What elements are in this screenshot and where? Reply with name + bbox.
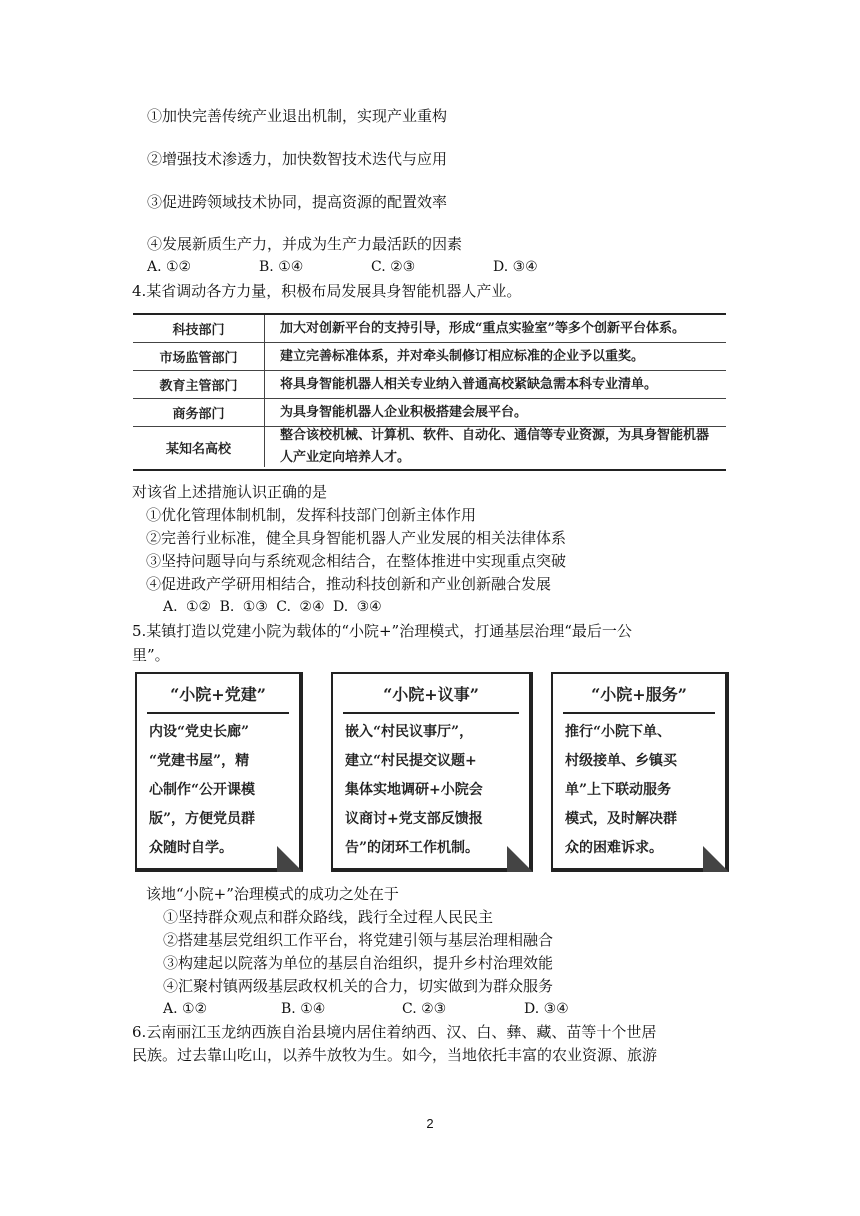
q4-measures-table <box>133 313 726 471</box>
q3-option-d: D. ③④ <box>493 259 538 275</box>
q5-statement-3: ③构建起以院落为单位的基层自治组织，提升乡村治理效能 <box>163 954 554 972</box>
card-title: “小院+议事” <box>383 685 479 704</box>
card-line: 众随时自学。 <box>149 840 233 856</box>
q5-option-d: D. ③④ <box>524 1001 569 1017</box>
q4-options: A. ①② B. ①③ C. ②④ D. ③④ <box>163 599 382 615</box>
q5-statement-4: ④汇聚村镇两级基层政权机关的合力，切实做到为群众服务 <box>163 977 554 995</box>
card-line: 嵌入“村民议事厅”， <box>345 724 474 740</box>
card-title: “小院+服务” <box>591 685 687 704</box>
table-dept-cell: 某知名高校 <box>133 427 265 467</box>
card-line: 告”的闭环工作机制。 <box>345 840 480 856</box>
page-curl-icon <box>277 846 303 872</box>
table-row <box>133 427 726 467</box>
card-title: “小院+党建” <box>170 685 266 704</box>
card-service <box>551 672 729 872</box>
table-measure-cell: 将具身智能机器人相关专业纳入普通高校紧缺急需本科专业清单。 <box>280 376 658 392</box>
q5-stem-line1: 5.某镇打造以党建小院为载体的“小院+”治理模式，打通基层治理“最后一公 <box>132 622 632 640</box>
table-measure-cell: 加大对创新平台的支持引导，形成“重点实验室”等多个创新平台体系。 <box>280 320 685 336</box>
q3-statement-3: ③促进跨领域技术协同，提高资源的配置效率 <box>147 193 448 211</box>
q5-option-b: B. ①④ <box>281 1001 326 1017</box>
page-curl-icon <box>703 846 729 872</box>
table-dept-cell: 商务部门 <box>133 399 265 426</box>
card-party-building <box>135 672 303 872</box>
card-line: “党建书屋”，精 <box>149 753 250 769</box>
table-measure-cell: 整合该校机械、计算机、软件、自动化、通信等专业资源，为具身智能机器人产业定向培养人才。 <box>280 428 710 465</box>
q4-question: 对该省上述措施认识正确的是 <box>132 483 328 501</box>
q4-statement-4: ④促进政产学研用相结合，推动科技创新和产业创新融合发展 <box>146 575 552 593</box>
q3-statement-4: ④发展新质生产力，并成为生产力最活跃的因素 <box>147 235 463 253</box>
q4-statement-2: ②完善行业标准，健全具身智能机器人产业发展的相关法律体系 <box>146 529 567 547</box>
table-row <box>133 399 726 427</box>
q4-statement-3: ③坚持问题导向与系统观念相结合，在整体推进中实现重点突破 <box>146 552 567 570</box>
card-line: 建立“村民提交议题+ <box>345 753 477 769</box>
q5-question: 该地“小院+”治理模式的成功之处在于 <box>146 885 399 903</box>
card-body <box>345 718 519 863</box>
card-divider <box>563 712 715 714</box>
q3-option-c: C. ②③ <box>371 259 416 275</box>
table-measure-cell: 建立完善标准体系，并对牵头制修订相应标准的企业予以重奖。 <box>280 348 645 364</box>
q3-option-a: A. ①② <box>147 259 192 275</box>
q5-option-c: C. ②③ <box>402 1001 447 1017</box>
card-line: 村级接单、乡镇买 <box>565 753 677 769</box>
q4-statement-1: ①优化管理体制机制，发挥科技部门创新主体作用 <box>146 506 477 524</box>
q5-stem-line2: 里”。 <box>132 646 170 664</box>
q5-statement-1: ①坚持群众观点和群众路线，践行全过程人民民主 <box>163 908 494 926</box>
card-line: 模式，及时解决群 <box>565 811 677 827</box>
card-line: 单”上下联动服务 <box>565 782 672 798</box>
q6-line1: 6.云南丽江玉龙纳西族自治县境内居住着纳西、汉、白、彝、藏、苗等十个世居 <box>132 1023 657 1041</box>
card-body <box>565 718 715 863</box>
page-curl-icon <box>507 846 533 872</box>
card-line: 版”，方便党员群 <box>149 811 256 827</box>
q3-statement-2: ②增强技术渗透力，加快数智技术迭代与应用 <box>147 150 448 168</box>
card-line: 众的困难诉求。 <box>565 840 663 856</box>
table-dept-cell: 市场监管部门 <box>133 343 265 370</box>
table-row <box>133 343 726 371</box>
card-deliberation <box>331 672 533 872</box>
page-number: 2 <box>426 1116 434 1131</box>
table-row <box>133 371 726 399</box>
card-divider <box>343 712 519 714</box>
card-line: 推行“小院下单、 <box>565 724 672 740</box>
table-dept-cell: 科技部门 <box>133 315 265 342</box>
q5-options <box>163 999 603 1019</box>
table-row <box>133 315 726 343</box>
q3-option-b: B. ①④ <box>259 259 304 275</box>
table-measure-cell: 为具身智能机器人企业积极搭建会展平台。 <box>280 404 528 420</box>
q4-stem: 4.某省调动各方力量，积极布局发展具身智能机器人产业。 <box>132 282 522 300</box>
card-body <box>149 718 289 863</box>
q3-statement-1: ①加快完善传统产业退出机制，实现产业重构 <box>147 107 448 125</box>
card-divider <box>147 712 289 714</box>
table-dept-cell: 教育主管部门 <box>133 371 265 398</box>
card-line: 议商讨+党支部反馈报 <box>345 811 483 827</box>
q3-options <box>147 257 587 277</box>
card-line: 内设“党史长廊” <box>149 724 250 740</box>
q5-statement-2: ②搭建基层党组织工作平台，将党建引领与基层治理相融合 <box>163 931 554 949</box>
card-line: 心制作“公开课模 <box>149 782 256 798</box>
card-line: 集体实地调研+小院会 <box>345 782 483 798</box>
q5-option-a: A. ①② <box>163 1001 208 1017</box>
q6-line2: 民族。过去靠山吃山，以养牛放牧为生。如今，当地依托丰富的农业资源、旅游 <box>132 1046 658 1064</box>
